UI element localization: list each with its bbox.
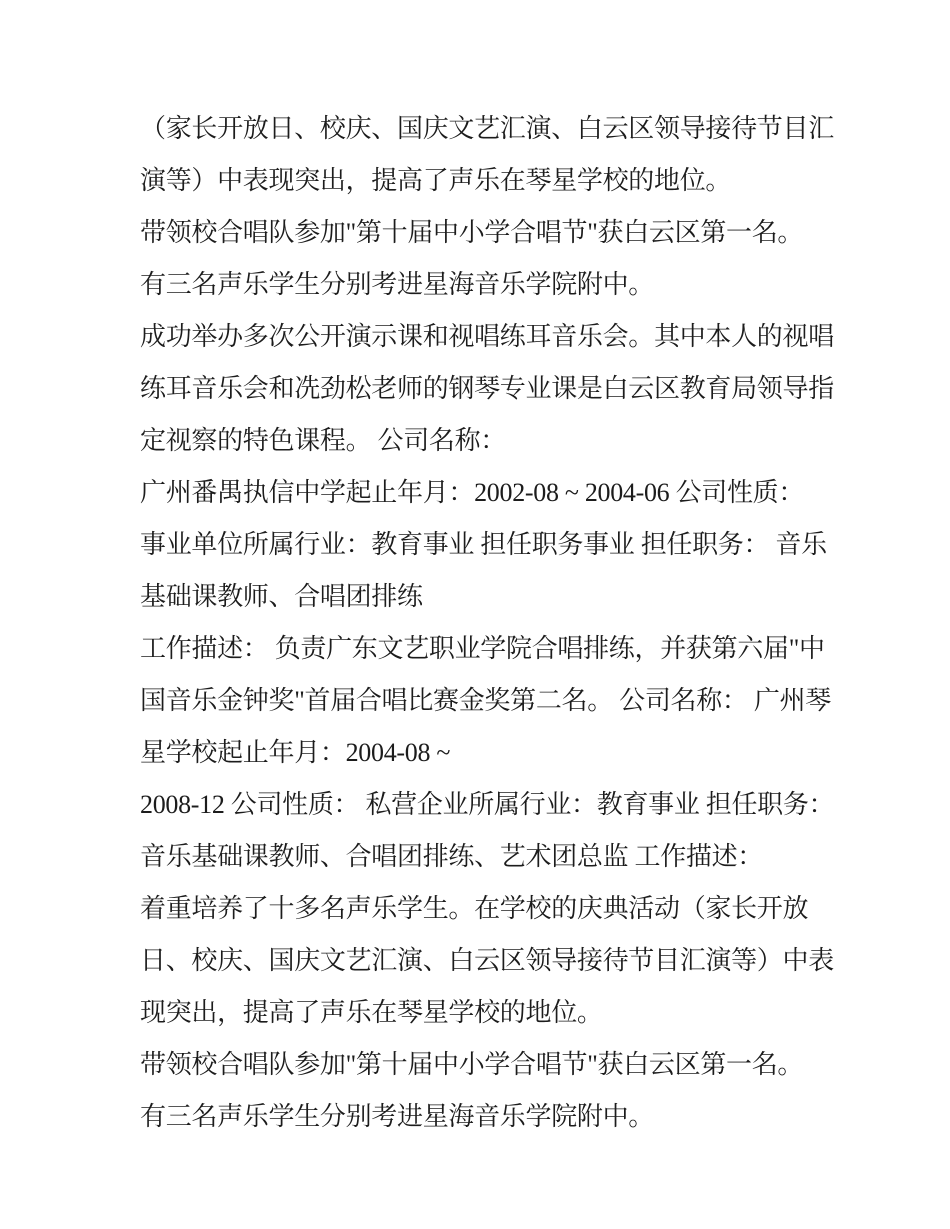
text-line: 音乐基础课教师、合唱团排练、艺术团总监 工作描述： <box>140 842 764 871</box>
text-line: 工作描述： 负责广东文艺职业学院合唱排练，并获第六届"中 <box>140 634 825 663</box>
document-text-block <box>140 103 840 1143</box>
text-line: 2008-12 公司性质： 私营企业所属行业：教育事业 担任职务： <box>140 790 835 819</box>
text-line: 练耳音乐会和冼劲松老师的钢琴专业课是白云区教育局领导指 <box>140 374 834 403</box>
text-line: 基础课教师、合唱团排练 <box>140 582 423 611</box>
text-line: 现突出，提高了声乐在琴星学校的地位。 <box>140 998 603 1027</box>
text-line: 国音乐金钟奖"首届合唱比赛金奖第二名。 公司名称： 广州琴 <box>140 686 831 715</box>
text-line: 有三名声乐学生分别考进星海音乐学院附中。 <box>140 1102 655 1131</box>
text-line: 事业单位所属行业：教育事业 担任职务事业 担任职务： 音乐 <box>140 530 827 559</box>
text-line: 成功举办多次公开演示课和视唱练耳音乐会。其中本人的视唱 <box>140 322 834 351</box>
text-line: 定视察的特色课程。 公司名称： <box>140 426 507 455</box>
text-line: 日、校庆、国庆文艺汇演、白云区领导接待节目汇演等）中表 <box>140 946 834 975</box>
text-line: 着重培养了十多名声乐学生。在学校的庆典活动（家长开放 <box>140 894 809 923</box>
text-line: 带领校合唱队参加"第十届中小学合唱节"获白云区第一名。 <box>140 218 804 247</box>
text-line: 有三名声乐学生分别考进星海音乐学院附中。 <box>140 270 655 299</box>
text-line: 带领校合唱队参加"第十届中小学合唱节"获白云区第一名。 <box>140 1050 804 1079</box>
text-line: 演等）中表现突出，提高了声乐在琴星学校的地位。 <box>140 166 732 195</box>
text-line: 星学校起止年月：2004-08 ~ <box>140 738 451 767</box>
text-line: 广州番禺执信中学起止年月：2002-08 ~ 2004-06 公司性质： <box>140 478 805 507</box>
text-line: （家长开放日、校庆、国庆文艺汇演、白云区领导接待节目汇 <box>140 114 834 143</box>
